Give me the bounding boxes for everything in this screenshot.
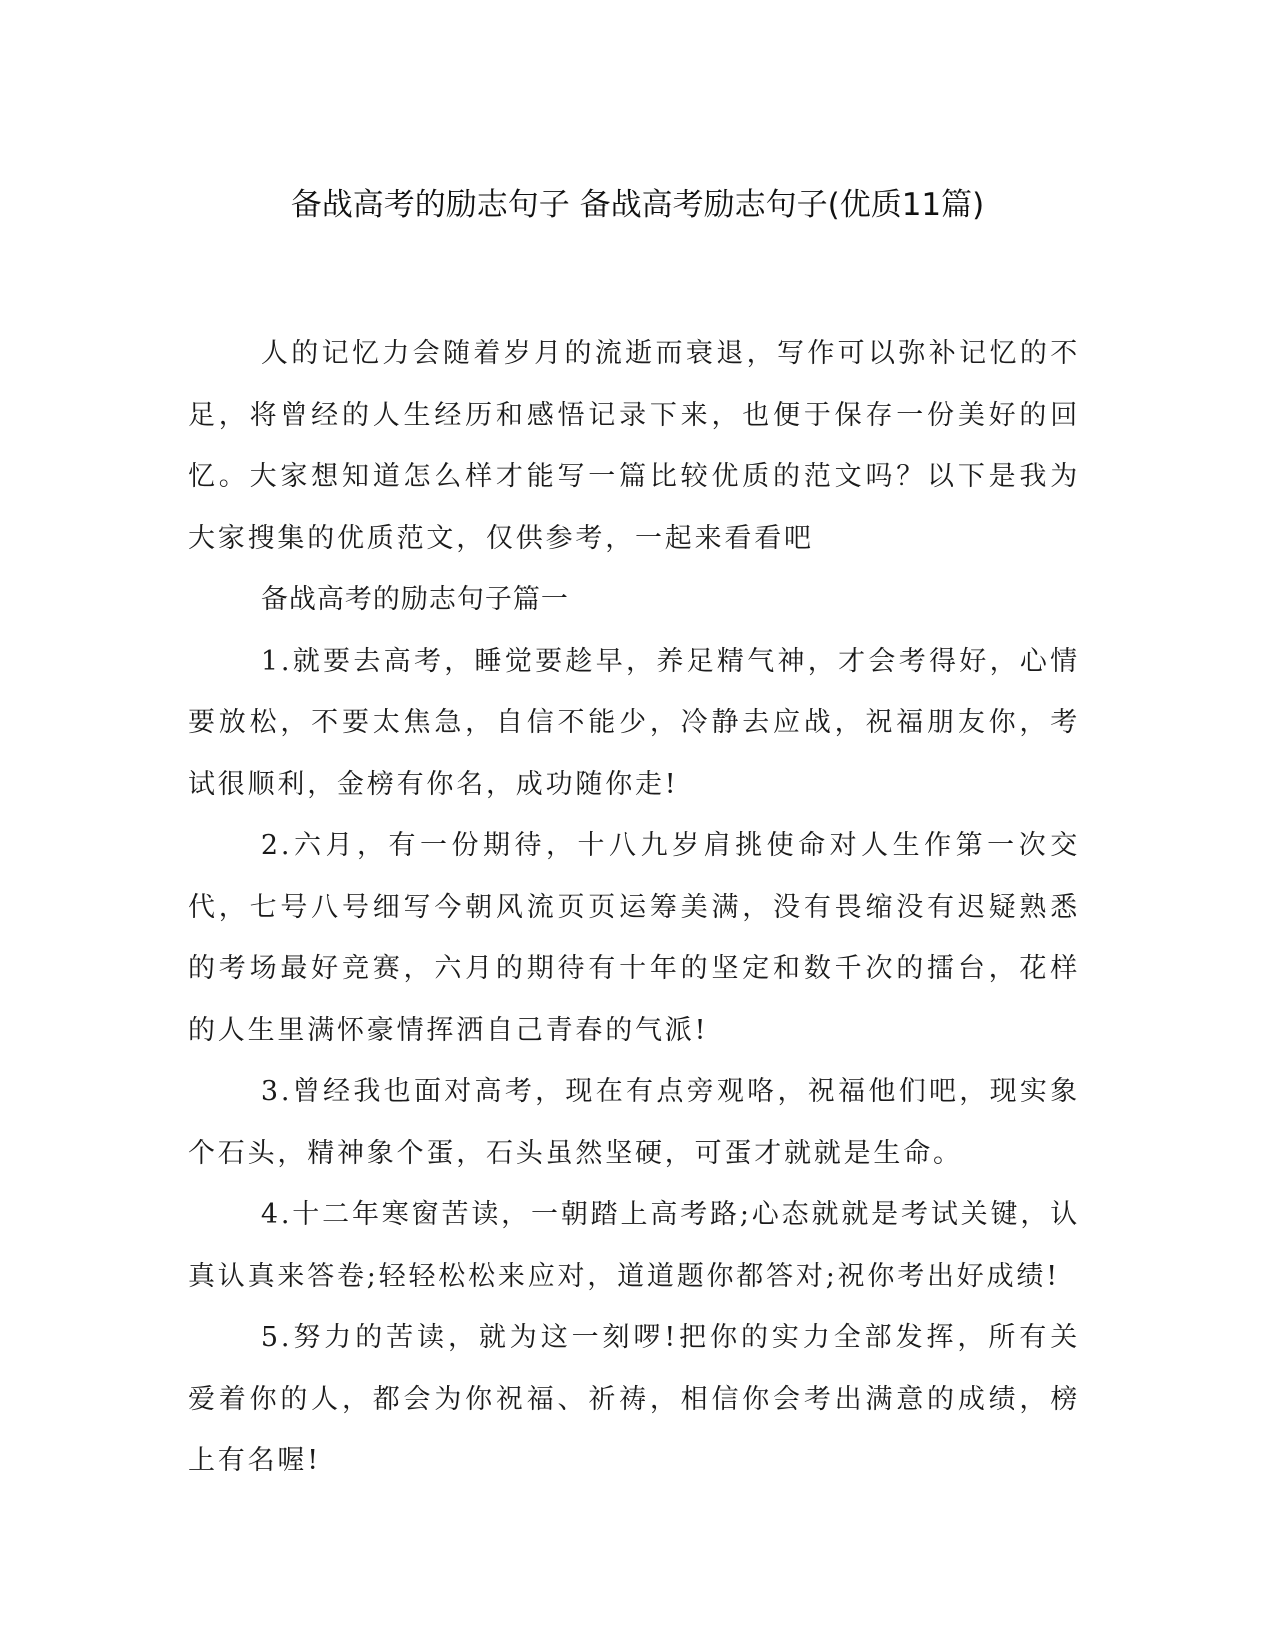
document-body <box>188 323 1080 1492</box>
list-item: 5.努力的苦读，就为这一刻啰!把你的实力全部发挥，所有关爱着你的人，都会为你祝福、祈祷，相信你会考出满意的成绩，榜上有名喔! <box>188 1322 1080 1476</box>
intro-paragraph: 人的记忆力会随着岁月的流逝而衰退，写作可以弥补记忆的不足，将曾经的人生经历和感悟记录下来，也便于保存一份美好的回忆。大家想知道怎么样才能写一篇比较优质的范文吗？以下是我为大家搜集的优质范文，仅供参考，一起来看看吧 <box>188 338 1080 554</box>
list-item: 3.曾经我也面对高考，现在有点旁观咯，祝福他们吧，现实象个石头，精神象个蛋，石头虽然坚硬，可蛋才就就是生命。 <box>188 1076 1080 1169</box>
document-title: 备战高考的励志句子 备战高考励志句子(优质11篇) <box>290 187 985 223</box>
list-item: 4.十二年寒窗苦读，一朝踏上高考路;心态就就是考试关键，认真认真来答卷;轻轻松松来应对，道道题你都答对;祝你考出好成绩! <box>188 1199 1080 1292</box>
list-item: 1.就要去高考，睡觉要趁早，养足精气神，才会考得好，心情要放松，不要太焦急，自信不能少，冷静去应战，祝福朋友你，考试很顺利，金榜有你名，成功随你走! <box>188 645 1080 800</box>
section-heading: 备战高考的励志句子篇一 <box>260 584 569 615</box>
list-item: 2.六月，有一份期待，十八九岁肩挑使命对人生作第一次交代，七号八号细写今朝风流页页运筹美满，没有畏缩没有迟疑熟悉的考场最好竞赛，六月的期待有十年的坚定和数千次的擂台，花样的人生里满怀豪情挥洒自己青春的气派! <box>188 830 1080 1046</box>
